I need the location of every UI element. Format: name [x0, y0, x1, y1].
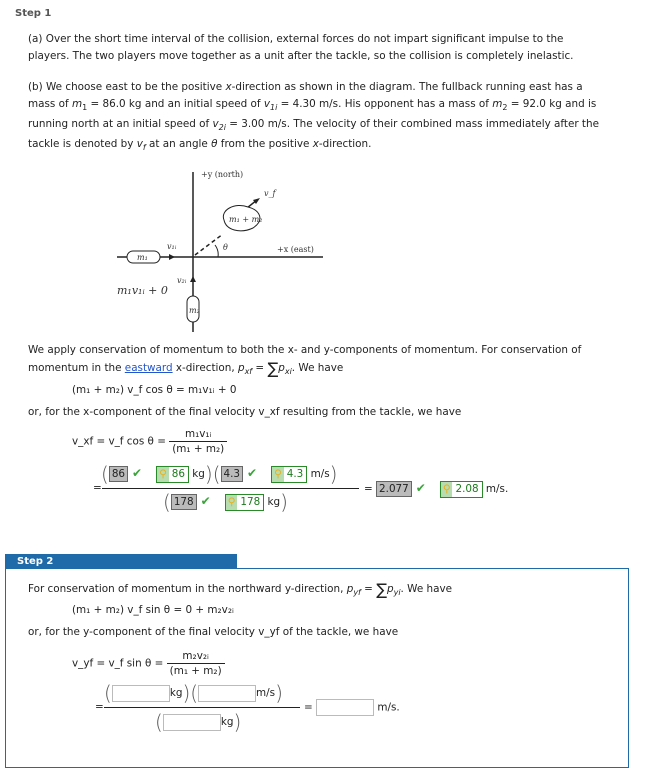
apply-line1: We apply conservation of momentum to both the x- and y-components of momentum. For conservation of	[28, 344, 582, 356]
m1-entered: 86	[109, 466, 128, 482]
check-icon: ✔	[247, 466, 258, 480]
step2-intro: For conservation of momentum in the northward y-direction, $p_{yf} = \sum p_{yi}$. We have	[28, 580, 453, 599]
v1i-label: v₁ᵢ	[167, 242, 177, 251]
vyf-numerator: ( kg)( m/s)	[104, 681, 283, 705]
check-icon: ✔	[132, 466, 143, 480]
key-icon: ⚲	[274, 468, 282, 480]
v1-answer-key: ⚲ 4.3	[271, 466, 307, 483]
vxf-numerator: ( 86 ✔ ⚲ 86 kg)( 4.3 ✔ ⚲ 4.3 m/s)	[101, 462, 338, 486]
part-b-line2: mass of $m_1 = 86.0$ kg and an initial speed of $v_{1i} = 4.30$ m/s. His opponent has a mass of $m_2 = 92.0$ kg and is	[28, 98, 597, 112]
part-b-line3: running north at an initial speed of $v_{2i} = 3.00$ m/s. The velocity of their combined mass immediately after the	[28, 118, 599, 132]
key-icon: ⚲	[227, 496, 236, 508]
v1-entered: 4.3	[221, 466, 244, 482]
result-entered: 2.077	[376, 481, 412, 497]
x-momentum-equation: (m₁ + m₂) v_f cos θ = m₁v₁ᵢ + 0	[72, 384, 237, 396]
eastward-link[interactable]: eastward	[124, 362, 173, 374]
x-axis-label: +x (east)	[277, 245, 314, 254]
part-a-line2: players. The two players move together as a unit after the tackle, so the collision is completely inelastic.	[28, 50, 574, 62]
step2-title: Step 2	[5, 554, 237, 569]
total-mass-entered: 178	[171, 494, 197, 510]
vyf-result-input[interactable]	[316, 699, 374, 716]
vyf-formula: v_yf = v_f sin θ = $\frac{\text{m₂v₂ᵢ}}{\text{(m₁ + m₂)}}$	[72, 650, 225, 677]
part-a-line1: (a) Over the short time interval of the collision, external forces do not impart significant impulse to the	[28, 33, 564, 45]
result-answer-key: ⚲ 2.08	[440, 481, 483, 498]
vxf-denominator: ( 178 ✔ ⚲ 178 kg)	[163, 490, 288, 514]
check-icon: ✔	[200, 494, 211, 508]
m1-label: m₁	[137, 253, 148, 262]
v2i-label: v₂ᵢ	[177, 276, 187, 285]
vxf-result: = 2.077 ✔ ⚲ 2.08 m/s.	[364, 481, 508, 498]
total-mass-answer-key: ⚲ 178	[225, 494, 264, 511]
y-component-intro: or, for the y-component of the final velocity v_yf of the tackle, we have	[28, 626, 399, 638]
vf-label: v_f	[264, 189, 276, 198]
equals-sign: =	[95, 701, 104, 713]
m2-label: m₂	[189, 306, 200, 315]
vyf-result: = m/s.	[304, 699, 400, 716]
apply-line2: momentum in the eastward x-direction, $p_{xf} = \sum p_{xi}$. We have	[28, 359, 344, 378]
theta-label: θ	[223, 243, 228, 252]
y-momentum-equation: (m₁ + m₂) v_f sin θ = 0 + m₂v₂ᵢ	[72, 604, 234, 616]
part-b-line1: (b) We choose east to be the positive x-direction as shown in the diagram. The fullback running east has a	[28, 81, 583, 93]
check-icon: ✔	[415, 481, 426, 495]
step1-title: Step 1	[15, 8, 52, 19]
key-icon: ⚲	[159, 468, 167, 480]
m1-answer-key: ⚲ 86	[156, 466, 189, 483]
total-mass-input[interactable]	[163, 714, 221, 731]
equals-sign: =	[93, 482, 102, 494]
vxf-formula: v_xf = v_f cos θ = $\frac{\text{m₁v₁ᵢ}}{\text{(m₁ + m₂)}}$	[72, 428, 227, 455]
collision-diagram	[105, 162, 345, 337]
m12-label: m₁ + m₂	[229, 215, 263, 224]
v2-input[interactable]	[198, 685, 256, 702]
momentum-label: m₁v₁ᵢ + 0	[117, 284, 168, 297]
y-axis-label: +y (north)	[201, 170, 244, 179]
x-component-intro: or, for the x-component of the final velocity v_xf resulting from the tackle, we have	[28, 406, 462, 418]
key-icon: ⚲	[442, 483, 451, 495]
m2-input[interactable]	[112, 685, 170, 702]
vyf-denominator: ( kg)	[155, 710, 242, 734]
part-b-line4: tackle is denoted by $v_f$ at an angle θ from the positive x-direction.	[28, 138, 372, 152]
